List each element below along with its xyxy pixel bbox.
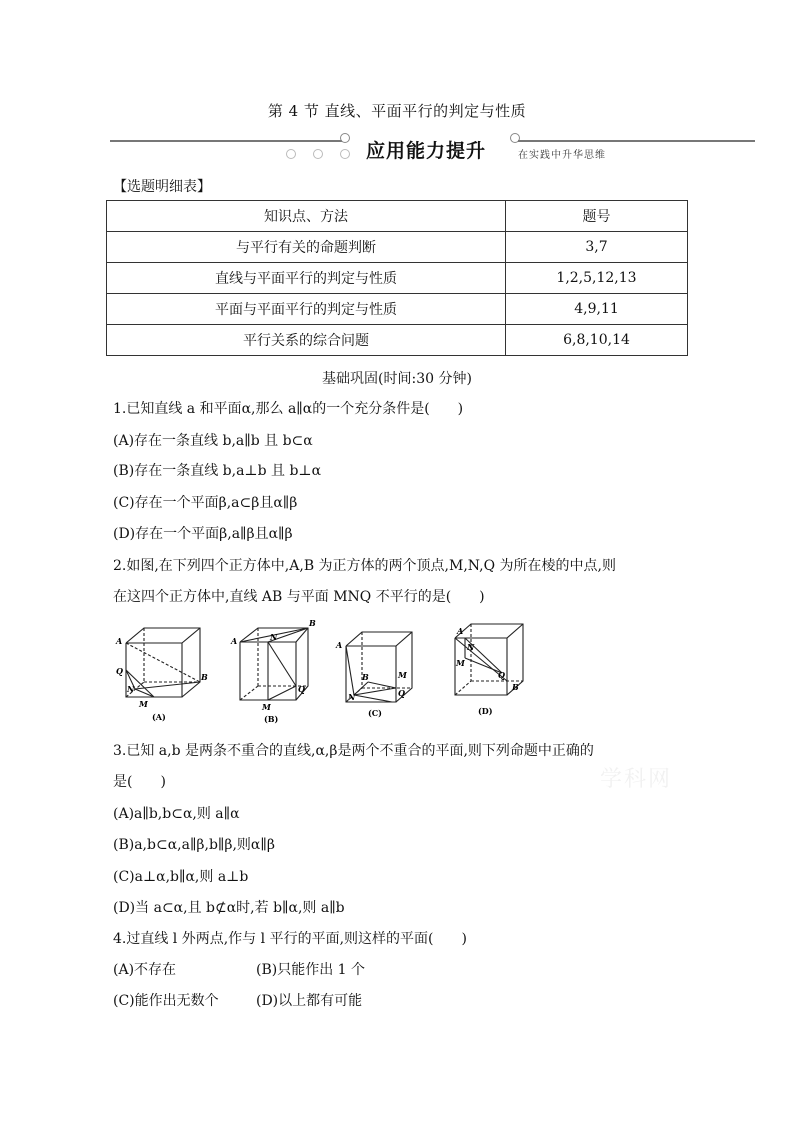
question-4-option-c: (C)能作出无数个: [113, 993, 219, 1009]
point-label-q: Q: [116, 666, 123, 676]
topic-table: [106, 200, 688, 356]
table-cell: 与平行有关的命题判断: [107, 232, 506, 263]
question-3-option-d: (D)当 a⊂α,且 b⊄α时,若 b∥α,则 a∥b: [113, 900, 345, 916]
point-label-b: B: [201, 672, 208, 682]
banner-dot: [313, 149, 323, 159]
question-4-option-d: (D)以上都有可能: [256, 993, 363, 1009]
question-2-stem: 2.如图,在下列四个正方体中,A,B 为正方体的两个顶点,M,N,Q 为所在棱的中点,则: [113, 558, 616, 574]
question-1-option-b: (B)存在一条直线 b,a⊥b 且 b⊥α: [113, 463, 322, 479]
banner-line-left: [110, 140, 342, 142]
question-1-option-a: (A)存在一条直线 b,a∥b 且 b⊂α: [113, 433, 313, 449]
point-label-n: N: [270, 632, 278, 642]
figure-label-a: (A): [152, 712, 166, 722]
table-header-cell: 题号: [506, 201, 688, 232]
question-3-stem: 3.已知 a,b 是两条不重合的直线,α,β是两个不重合的平面,则下列命题中正确的: [113, 743, 594, 759]
question-1-option-d: (D)存在一个平面β,a∥β且α∥β: [113, 526, 293, 542]
point-label-b: B: [362, 672, 369, 682]
question-3-option-c: (C)a⊥α,b∥α,则 a⊥b: [113, 869, 249, 885]
question-2-stem: 在这四个正方体中,直线 AB 与平面 MNQ 不平行的是( ): [113, 589, 485, 605]
question-3-stem: 是( ): [113, 774, 166, 790]
point-label-m: M: [398, 670, 407, 680]
banner-title: 应用能力提升: [366, 140, 487, 162]
point-label-q: Q: [398, 688, 405, 698]
table-cell: 直线与平面平行的判定与性质: [107, 263, 506, 294]
table-row: [107, 325, 688, 356]
cube-figure-a: [126, 628, 200, 697]
banner-dot: [286, 149, 296, 159]
point-label-m: M: [139, 699, 148, 709]
banner-dot: [340, 149, 350, 159]
table-cell: 3,7: [506, 232, 688, 263]
point-label-n: N: [348, 692, 356, 702]
question-1-option-c: (C)存在一个平面β,a⊂β且α∥β: [113, 495, 298, 511]
table-cell: 平行关系的综合问题: [107, 325, 506, 356]
watermark-text: 学科网: [600, 767, 673, 792]
banner-line-right: [518, 140, 755, 142]
table-cell: 6,8,10,14: [506, 325, 688, 356]
table-cell: 1,2,5,12,13: [506, 263, 688, 294]
question-1-stem: 1.已知直线 a 和平面α,那么 a∥α的一个充分条件是( ): [113, 401, 464, 417]
table-cell: 平面与平面平行的判定与性质: [107, 294, 506, 325]
section-banner: [110, 132, 755, 166]
point-label-q: Q: [498, 670, 505, 680]
point-label-n: N: [467, 642, 475, 652]
table-row: [107, 232, 688, 263]
question-4-option-a: (A)不存在: [113, 962, 177, 978]
point-label-m: M: [456, 658, 465, 668]
table-header-cell: 知识点、方法: [107, 201, 506, 232]
point-label-a: A: [231, 636, 238, 646]
cube-figures: [112, 616, 532, 726]
question-3-option-a: (A)a∥b,b⊂α,则 a∥α: [113, 806, 240, 822]
point-label-b: B: [309, 618, 316, 628]
question-3-option-b: (B)a,b⊂α,a∥β,b∥β,则α∥β: [113, 837, 275, 853]
table-section-label: 【选题明细表】: [113, 179, 211, 195]
banner-hook-left: [340, 133, 350, 143]
figure-label-c: (C): [368, 708, 382, 718]
question-4-stem: 4.过直线 l 外两点,作与 l 平行的平面,则这样的平面( ): [113, 931, 467, 947]
point-label-a: A: [457, 626, 464, 636]
point-label-b: B: [512, 682, 519, 692]
question-4-option-b: (B)只能作出 1 个: [256, 962, 366, 978]
point-label-a: A: [116, 636, 123, 646]
table-row: [107, 294, 688, 325]
page-title: 第 4 节 直线、平面平行的判定与性质: [267, 102, 527, 120]
table-header-row: [107, 201, 688, 232]
point-label-n: N: [127, 684, 135, 694]
point-label-m: M: [262, 702, 271, 712]
figure-label-d: (D): [478, 706, 493, 716]
banner-subtitle: 在实践中升华思维: [518, 150, 606, 161]
point-label-a: A: [336, 640, 343, 650]
table-cell: 4,9,11: [506, 294, 688, 325]
section-heading: 基础巩固(时间:30 分钟): [322, 371, 472, 387]
point-label-q: Q: [298, 684, 305, 694]
table-row: [107, 263, 688, 294]
figure-label-b: (B): [264, 714, 279, 724]
